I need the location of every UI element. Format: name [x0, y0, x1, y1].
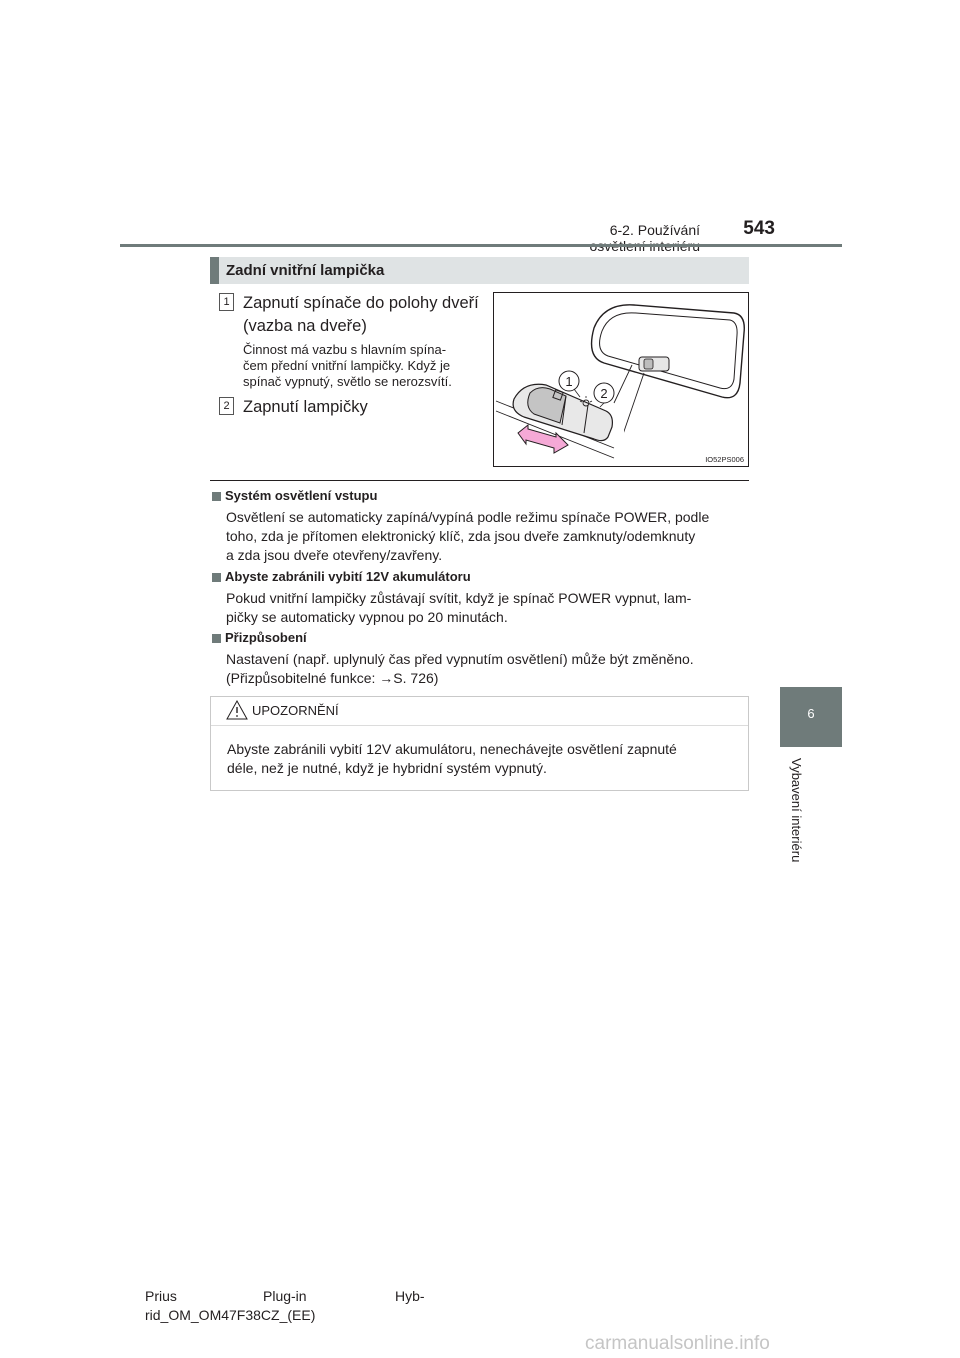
note-2-line1: Pokud vnitřní lampičky zůstávají svítit, když je spínač POWER vypnut, lam- [226, 590, 692, 606]
illustration-callout-2: 2 [600, 386, 608, 401]
section-title: Zadní vnitřní lampička [226, 262, 385, 279]
note-1-line2: toho, zda je přítomen elektronický klíč, zda jsou dveře zamknuty/odemknuty [226, 528, 696, 544]
warning-triangle-icon [226, 700, 248, 720]
page-number: 543 [743, 218, 775, 239]
caution-separator [211, 725, 748, 726]
item-number-2: 2 [219, 397, 234, 415]
note-1-line3: a zda jsou dveře otevřeny/zavřeny. [226, 547, 443, 563]
note-bullet-3 [212, 634, 221, 643]
item-number-1: 1 [219, 293, 234, 311]
note-1-title: Systém osvětlení vstupu [225, 488, 378, 503]
item-1-desc-line2: čem přední vnitřní lampičky. Když je [243, 358, 451, 373]
header-rule [120, 244, 842, 247]
footer-word-hyb: Hyb- [395, 1288, 425, 1304]
item-1-desc-line1: Činnost má vazbu s hlavním spína- [243, 342, 447, 357]
footer-word-plugin: Plug-in [263, 1288, 307, 1304]
running-header-section: 6-2. Používání [609, 222, 700, 238]
item-1-desc-line3: spínač vypnutý, světlo se nerozsvítí. [243, 374, 452, 389]
note-3-line1: Nastavení (např. uplynulý čas před vypnutím osvětlení) může být změněno. [226, 651, 694, 667]
section-divider [210, 480, 749, 481]
item-1-title-line1: Zapnutí spínače do polohy dveří [243, 294, 479, 312]
item-1-title-line2: (vazba na dveře) [243, 317, 367, 335]
chapter-tab-number: 6 [807, 706, 815, 721]
footer-word-prius: Prius [145, 1288, 177, 1304]
caution-line1: Abyste zabránili vybití 12V akumulátoru, nenechávejte osvětlení zapnuté [227, 741, 677, 757]
section-heading-marker [210, 257, 219, 284]
illustration-code: IO52PS006 [705, 455, 744, 464]
note-3-line2: (Přizpůsobitelné funkce: →S. 726) [226, 670, 439, 686]
footer-manual-code: rid_OM_OM47F38CZ_(EE) [145, 1307, 316, 1323]
chapter-tab-label [789, 758, 807, 878]
rear-lamp-drawing [494, 293, 748, 466]
caution-text [227, 740, 739, 778]
note-2-line2: pičky se automaticky vypnou po 20 minutách. [226, 609, 508, 625]
caution-title: UPOZORNĚNÍ [252, 703, 339, 718]
note-bullet-1 [212, 492, 221, 501]
note-bullet-2 [212, 573, 221, 582]
chapter-tab-title: Vybavení interiéru [789, 758, 804, 863]
illustration-callout-1: 1 [565, 374, 573, 389]
rear-lamp-illustration [493, 292, 749, 467]
note-1-line1: Osvětlení se automaticky zapíná/vypíná podle režimu spínače POWER, podle [226, 509, 710, 525]
watermark: carmanualsonline.info [585, 1333, 770, 1354]
caution-line2: déle, než je nutné, když je hybridní systém vypnutý. [227, 760, 547, 776]
item-2-title: Zapnutí lampičky [243, 398, 368, 416]
note-2-title: Abyste zabránili vybití 12V akumulátoru [225, 569, 471, 584]
note-3-title: Přizpůsobení [225, 630, 307, 645]
